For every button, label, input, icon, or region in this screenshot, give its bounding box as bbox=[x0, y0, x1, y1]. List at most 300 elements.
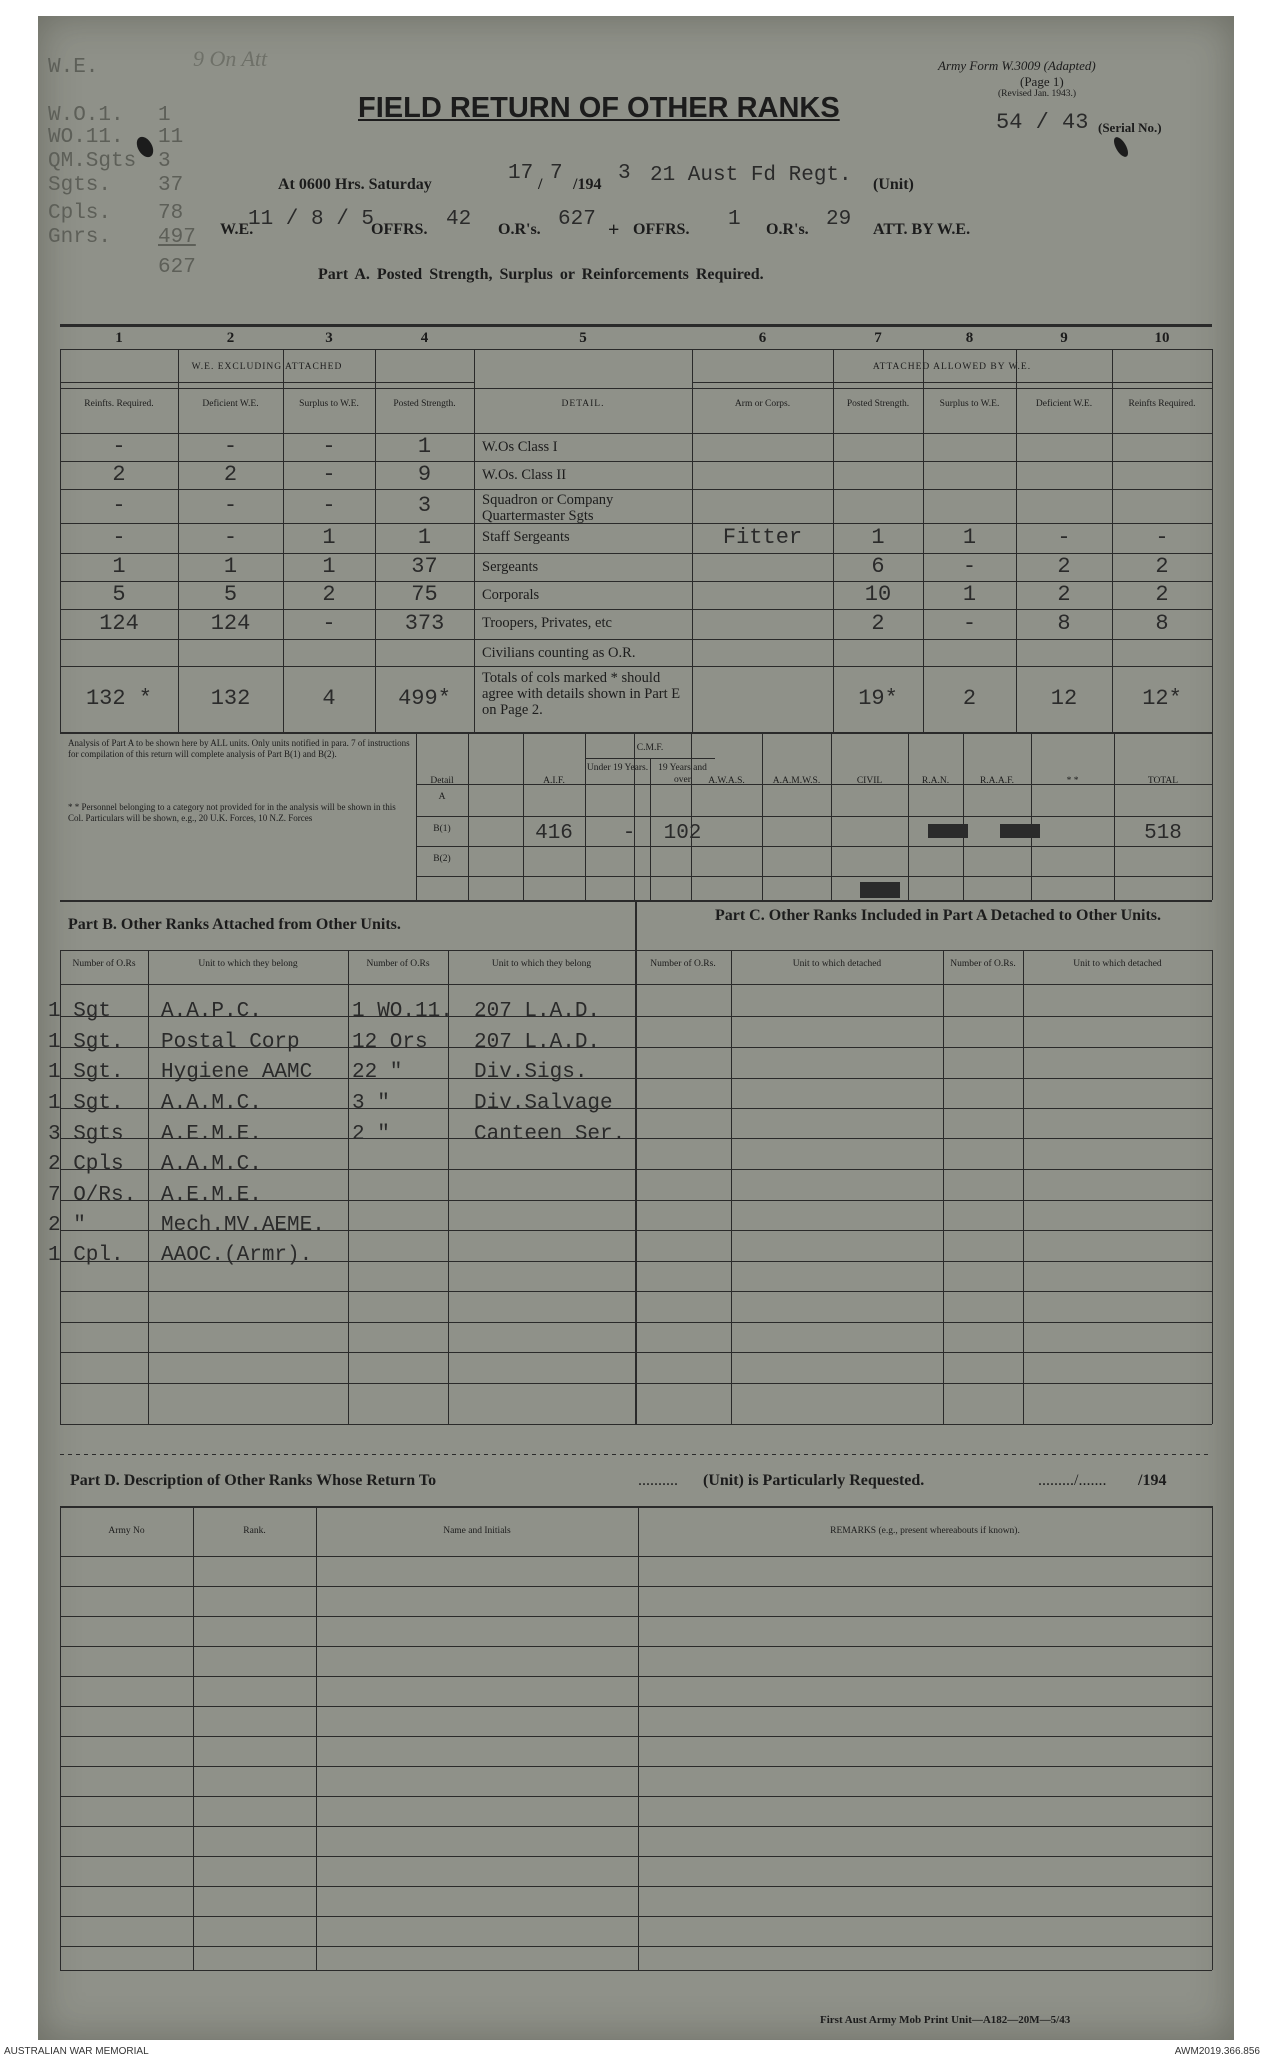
part-a-title: Part A. Posted Strength, Surplus or Reinforcements Required. bbox=[318, 266, 764, 283]
dashed-rule bbox=[356, 1454, 360, 1455]
dashed-rule bbox=[508, 1454, 512, 1455]
h-rule bbox=[60, 1556, 1212, 1557]
dashed-rule bbox=[1140, 1454, 1144, 1455]
h-rule bbox=[60, 1616, 1212, 1617]
part-a-value: 1 bbox=[223, 554, 238, 579]
v-rule bbox=[523, 732, 524, 900]
part-a-value: - bbox=[112, 525, 126, 550]
part-a-value: - bbox=[962, 554, 977, 579]
dashed-rule bbox=[588, 1454, 592, 1455]
part-a-value: - bbox=[112, 493, 126, 518]
dashed-rule bbox=[1108, 1454, 1112, 1455]
cmf-label: C.M.F. bbox=[636, 743, 664, 753]
dashed-rule bbox=[436, 1454, 440, 1455]
part-bc-header: Number of O.Rs. bbox=[950, 959, 1016, 969]
dashed-rule bbox=[876, 1454, 880, 1455]
dashed-rule bbox=[316, 1454, 320, 1455]
sub-header: Surplus to W.E. bbox=[299, 399, 359, 409]
serial-label: (Serial No.) bbox=[1098, 120, 1162, 135]
dashed-rule bbox=[828, 1454, 832, 1455]
analysis-total-value: 518 bbox=[1144, 822, 1182, 845]
h-rule bbox=[60, 1736, 1212, 1737]
analysis-row-label: B(2) bbox=[433, 854, 451, 864]
part-a-detail: Staff Sergeants bbox=[482, 529, 570, 545]
analysis-under19-value: - bbox=[622, 822, 636, 845]
h-rule bbox=[60, 382, 474, 383]
h-rule bbox=[60, 349, 1212, 350]
date-year-prefix: /194 bbox=[573, 176, 602, 193]
column-number: 6 bbox=[758, 330, 767, 346]
dashed-rule bbox=[708, 1454, 712, 1455]
part-a-value: - bbox=[322, 434, 336, 459]
part-a-detail: W.Os. Class II bbox=[482, 467, 567, 483]
dashed-rule bbox=[292, 1454, 296, 1455]
part-b-number: 22 " bbox=[352, 1061, 403, 1084]
dashed-rule bbox=[268, 1454, 272, 1455]
h-rule bbox=[692, 382, 1212, 383]
column-number: 7 bbox=[874, 330, 882, 346]
dashed-rule bbox=[228, 1454, 232, 1455]
part-a-value: - bbox=[322, 611, 336, 636]
part-a-value: 75 bbox=[411, 582, 438, 607]
v-rule bbox=[193, 1506, 194, 1970]
h-rule bbox=[60, 1766, 1212, 1767]
part-b-unit: A.E.M.E. bbox=[161, 1184, 262, 1207]
v-rule bbox=[638, 1506, 639, 1970]
v-rule bbox=[1212, 1506, 1213, 1970]
dashed-rule bbox=[1148, 1454, 1152, 1455]
attached-header: ATTACHED ALLOWED BY W.E. bbox=[872, 362, 1032, 372]
dashed-rule bbox=[1204, 1454, 1208, 1455]
h-rule bbox=[60, 1291, 1212, 1292]
part-b-unit: 207 L.A.D. bbox=[474, 1000, 601, 1023]
hole-punch-left bbox=[133, 134, 156, 160]
dashed-rule bbox=[1156, 1454, 1160, 1455]
sub-header: Posted Strength. bbox=[846, 399, 910, 409]
h-rule bbox=[60, 1352, 1212, 1353]
dashed-rule bbox=[164, 1454, 168, 1455]
sub-header: Deficient W.E. bbox=[202, 399, 259, 409]
part-a-value: - bbox=[223, 525, 238, 550]
dashed-rule bbox=[676, 1454, 680, 1455]
dashed-rule bbox=[700, 1454, 704, 1455]
part-b-unit: Canteen Ser. bbox=[474, 1123, 626, 1146]
part-a-value: 2 bbox=[112, 462, 126, 487]
archive-caption: AUSTRALIAN WAR MEMORIAL bbox=[4, 2046, 149, 2057]
dashed-rule bbox=[868, 1454, 872, 1455]
dashed-rule bbox=[924, 1454, 928, 1455]
part-a-value: 10 bbox=[864, 582, 892, 607]
h-rule bbox=[60, 984, 1212, 985]
part-a-value: 1 bbox=[322, 554, 336, 579]
att-label: ATT. BY W.E. bbox=[873, 221, 971, 238]
part-a-value: 1 bbox=[417, 434, 432, 459]
dashed-rule bbox=[692, 1454, 696, 1455]
part-b-unit: AAOC.(Armr). bbox=[161, 1244, 313, 1267]
h-rule bbox=[60, 324, 1212, 327]
part-a-detail: Sergeants bbox=[482, 559, 539, 575]
dashed-rule bbox=[492, 1454, 496, 1455]
dashed-rule bbox=[612, 1454, 616, 1455]
part-a-value: 124 bbox=[210, 611, 251, 636]
dashed-rule bbox=[1092, 1454, 1096, 1455]
printer-line: First Aust Army Mob Print Unit—A182—20M—5/43 bbox=[820, 2014, 1071, 2026]
v-rule bbox=[468, 732, 469, 900]
part-a-value: 4 bbox=[322, 686, 336, 711]
dashed-rule bbox=[556, 1454, 560, 1455]
revised-date: (Revised Jan. 1943.) bbox=[998, 89, 1077, 99]
att-ors-label: O.R's. bbox=[766, 221, 809, 238]
date-month: 7 bbox=[550, 162, 563, 185]
margin-label: W.E. bbox=[48, 56, 99, 79]
part-a-value: 2 bbox=[1057, 582, 1071, 607]
v-rule bbox=[1212, 732, 1213, 900]
dashed-rule bbox=[1036, 1454, 1040, 1455]
part-bc-header: Number of O.Rs. bbox=[650, 959, 716, 969]
part-a-value: 5 bbox=[223, 582, 238, 607]
dashed-rule bbox=[948, 1454, 952, 1455]
part-b-unit: 207 L.A.D. bbox=[474, 1031, 601, 1054]
v-rule bbox=[1114, 732, 1115, 900]
part-b-number: 7 O/Rs. bbox=[48, 1184, 137, 1207]
part-a-value: 5 bbox=[112, 582, 126, 607]
h-rule bbox=[60, 1826, 1212, 1827]
dashed-rule bbox=[196, 1454, 200, 1455]
part-a-value: 2 bbox=[1155, 582, 1169, 607]
part-a-value: - bbox=[962, 611, 977, 636]
dashed-rule bbox=[572, 1454, 576, 1455]
part-b-unit: Div.Salvage bbox=[474, 1092, 613, 1115]
part-bc-header: Unit to which detached bbox=[1073, 959, 1162, 969]
we-header: W.E. EXCLUDING ATTACHED bbox=[191, 362, 343, 372]
dashed-rule bbox=[76, 1454, 80, 1455]
margin-label: W.O.1. bbox=[48, 104, 124, 127]
part-a-value: 2 bbox=[223, 462, 238, 487]
dashed-rule bbox=[204, 1454, 208, 1455]
h-rule bbox=[60, 1856, 1212, 1857]
we-label: W.E. bbox=[220, 221, 254, 238]
dashed-rule bbox=[820, 1454, 824, 1455]
h-rule bbox=[60, 1706, 1212, 1707]
dashed-rule bbox=[140, 1454, 144, 1455]
dashed-rule bbox=[932, 1454, 936, 1455]
analysis-row-label: A bbox=[438, 792, 446, 802]
part-b-number: 3 Sgts bbox=[48, 1123, 124, 1146]
part-bc-header: Number of O.Rs bbox=[366, 959, 430, 969]
dashed-rule bbox=[212, 1454, 216, 1455]
part-a-value: 1 bbox=[962, 525, 977, 550]
dashed-rule bbox=[1028, 1454, 1032, 1455]
part-d-title: Part D. Description of Other Ranks Whose Return To bbox=[70, 1472, 437, 1489]
dashed-rule bbox=[620, 1454, 624, 1455]
serial-number: 54 / 43 bbox=[996, 110, 1089, 135]
part-a-value: - bbox=[1057, 525, 1071, 550]
analysis-detail-label: Detail bbox=[430, 776, 454, 786]
dashed-rule bbox=[684, 1454, 688, 1455]
part-a-value: 132 bbox=[210, 686, 251, 711]
dashed-rule bbox=[1188, 1454, 1192, 1455]
part-b-number: 1 Sgt. bbox=[48, 1061, 124, 1084]
margin-value: 1 bbox=[158, 104, 171, 127]
att-ors-value: 29 bbox=[826, 208, 852, 231]
part-b-number: 1 WO.11. bbox=[352, 1000, 453, 1023]
analysis-over19-value: 102 bbox=[663, 822, 702, 845]
v-rule bbox=[60, 1506, 61, 1970]
h-rule bbox=[60, 639, 1212, 640]
part-b-number: 1 Sgt. bbox=[48, 1031, 124, 1054]
ors-value: 627 bbox=[558, 208, 596, 231]
part-b-unit: A.A.P.C. bbox=[161, 1000, 262, 1023]
dashed-rule bbox=[324, 1454, 328, 1455]
date-day: 17 bbox=[508, 162, 534, 185]
over19-label: 19 Years and over bbox=[658, 763, 707, 785]
dashed-rule bbox=[84, 1454, 88, 1455]
dashed-rule bbox=[956, 1454, 960, 1455]
unit-name: 21 Aust Fd Regt. bbox=[650, 164, 852, 187]
dashed-rule bbox=[796, 1454, 800, 1455]
dashed-rule bbox=[1060, 1454, 1064, 1455]
analysis-col-aamws: A.A.M.W.S. bbox=[772, 776, 821, 786]
part-b-number: 12 Ors bbox=[352, 1031, 428, 1054]
part-a-value: 12 bbox=[1050, 686, 1078, 711]
part-b-unit: Div.Sigs. bbox=[474, 1061, 588, 1084]
part-b-number: 2 Cpls bbox=[48, 1153, 124, 1176]
dashed-rule bbox=[220, 1454, 224, 1455]
dashed-rule bbox=[92, 1454, 96, 1455]
dashed-rule bbox=[860, 1454, 864, 1455]
offrs-label: OFFRS. bbox=[371, 221, 428, 238]
v-rule bbox=[963, 732, 964, 900]
dashed-rule bbox=[972, 1454, 976, 1455]
part-b-number: 1 Sgt. bbox=[48, 1092, 124, 1115]
part-bc-header: Unit to which they belong bbox=[198, 959, 298, 969]
dashed-rule bbox=[172, 1454, 176, 1455]
part-a-value: 2 bbox=[871, 611, 885, 636]
margin-value: 627 bbox=[158, 256, 196, 279]
analysis-row-label: B(1) bbox=[433, 824, 451, 834]
sub-header: Arm or Corps. bbox=[734, 399, 791, 409]
dashed-rule bbox=[500, 1454, 504, 1455]
dashed-rule bbox=[340, 1454, 344, 1455]
analysis-col-stars: * * bbox=[1066, 776, 1079, 786]
part-a-value: 12* bbox=[1142, 686, 1182, 711]
h-rule bbox=[60, 1946, 1212, 1947]
dashed-rule bbox=[388, 1454, 392, 1455]
part-a-value: 2 bbox=[962, 686, 977, 711]
h-rule bbox=[60, 489, 1212, 490]
v-rule bbox=[762, 732, 763, 900]
dashed-rule bbox=[884, 1454, 888, 1455]
dashed-rule bbox=[1124, 1454, 1128, 1455]
part-b-number: 1 Sgt bbox=[48, 1000, 112, 1023]
sub-header: Deficient W.E. bbox=[1035, 399, 1093, 409]
v-rule bbox=[1212, 349, 1213, 732]
dashed-rule bbox=[1172, 1454, 1176, 1455]
dashed-rule bbox=[1180, 1454, 1184, 1455]
dashed-rule bbox=[780, 1454, 784, 1455]
part-b-number: 2 " bbox=[48, 1214, 86, 1237]
sub-header: Surplus to W.E. bbox=[939, 399, 1000, 409]
dashed-rule bbox=[460, 1454, 464, 1455]
part-d-title-2: (Unit) is Particularly Requested. bbox=[703, 1472, 925, 1489]
part-a-detail: Totals of cols marked * should agree with details shown in Part E on Page 2. bbox=[482, 670, 681, 718]
h-rule bbox=[60, 1506, 1212, 1508]
part-a-value: 1 bbox=[112, 554, 126, 579]
dashed-rule bbox=[668, 1454, 672, 1455]
v-rule bbox=[831, 732, 832, 900]
dashed-rule bbox=[404, 1454, 408, 1455]
sub-header: Reinfts Required. bbox=[1128, 399, 1196, 409]
dashed-rule bbox=[60, 1454, 64, 1455]
part-a-value: 499* bbox=[398, 686, 451, 711]
page-number: (Page 1) bbox=[1020, 74, 1064, 89]
offrs-value: 42 bbox=[446, 208, 472, 231]
h-rule bbox=[60, 1886, 1212, 1887]
sub-header: Posted Strength. bbox=[393, 399, 456, 409]
sub-header: Reinfts. Required. bbox=[84, 399, 154, 409]
part-a-detail: Squadron or Company Quartermaster Sgts bbox=[482, 492, 614, 524]
part-a-value: - bbox=[1155, 525, 1169, 550]
analysis-col-raaf: R.A.A.F. bbox=[979, 776, 1015, 786]
redaction-mark bbox=[1000, 824, 1040, 838]
redaction-mark bbox=[928, 824, 968, 838]
dashed-rule bbox=[132, 1454, 136, 1455]
dashed-rule bbox=[996, 1454, 1000, 1455]
analysis-col-civil: CIVIL bbox=[856, 776, 883, 786]
part-b-number: 2 " bbox=[352, 1123, 390, 1146]
form-sheet: 9 On Att W.E. W.O.1. 1 WO.11. 11 QM.Sgts 3 Sgts. 37 Cpls. 78 Gnrs. 497 627 Army Form W.3009 (Adapted) (Page 1) (Revised Jan. 1943.) 54 / 43 (Serial No.) FIELD RETURN OF OTHER RANKS At 0600 Hrs. Saturday 17 / 7 /194 3 21 Aust Fd Regt. (Unit) W.E. 11 / 8 / 5 OFFRS. 42 O.R's. 627 + OFFRS. 1 O.R's. 29 ATT. BY W.E. Part A. Posted Strength, Surplus or Reinforcements Required. 1 2 3 4 5 6 7 8 9 10 W.E. EXCLUDING ATTACHED ATTACHED ALLOWED BY W.E. DETAIL. Reinfts. Required. Deficient W.E. Surplus to W.E. Posted Strength. Arm or Corps. Posted Strength. Surplus to W.E. Deficient W.E. Reinfts Required. - - - 1 W.Os Class I 2 2 - 9 W.Os. Class II - - - 3 Squadron or Company Quartermaster Sgts - - 1 1 Fitter 1 1 - - Staff Sergeants 1 1 1 37 6 - 2 2 Sergeants 5 5 2 75 10 1 2 2 Corporals 124 124 - 373 2 - 8 8 Troopers, Privates, etc Civilians counting as O.R. 132 * 132 4 499* 19* 2 12 12* Totals of cols marked * should agree with details shown in Part E on Page 2. Analysis of Part A to be shown here by ALL units. Only units notified in para. 7 of instructions for compilation of this return will complete analysis of Part B(1) and B(2). * * Personnel belonging to a category not provided for in the analysis will be shown in this Col. Particulars will be shown, e.g., 20 U.K. Forces, 10 N.Z. Forces Detail A.I.F. C.M.F. Under 19 Years. 19 Years and over A.W.A.S. A.A.M.W.S. CIVIL R.A.N. R.A.A.F. * * TOTAL A B(1) B(2) 416 - 102 518 Part B. Other Ranks Attached from Other Units. Part C. Other Ranks Included in Part A Detached to Other Units. Number of O.Rs Unit to which they belong Number of O.Rs Unit to which they belong Number of O.Rs. Unit to which detached Number of O.Rs. Unit to which detached 1 Sgt A.A.P.C. 1 Sgt. Postal Corp 1 Sgt. Hygiene AAMC 1 Sgt. A.A.M.C. 3 Sgts A.E.M.E. 2 Cpls A.A.M.C. 7 O/Rs. A.E.M.E. 2 " Mech.MV.AEME. 1 Cpl. AAOC.(Armr). 1 WO.11. 207 L.A.D. 12 Ors 207 L.A.D. 22 " Div.Sigs. 3 " Div.Salvage 2 " Canteen Ser. Part D. Description of Other Ranks Whose Return To .......... (Unit) is Particularly Requested. ........./....... /194 Army No Rank. Name and Initials REMARKS (e.g., present whereabouts if known). First Aust Army Mob Print Unit—A182—20M—5/43 bbox=[38, 16, 1234, 2040]
column-number: 9 bbox=[1060, 330, 1068, 346]
column-number: 4 bbox=[420, 330, 429, 346]
h-rule bbox=[60, 666, 1212, 667]
dashed-rule bbox=[396, 1454, 400, 1455]
margin-value: 3 bbox=[158, 150, 171, 173]
dashed-rule bbox=[412, 1454, 416, 1455]
h-rule bbox=[60, 1383, 1212, 1384]
ors-label: O.R's. bbox=[498, 221, 541, 238]
part-a-value: 1 bbox=[871, 525, 885, 550]
dashed-rule bbox=[516, 1454, 520, 1455]
att-offrs-label: OFFRS. bbox=[633, 221, 690, 238]
dashed-rule bbox=[236, 1454, 240, 1455]
part-a-value: 1 bbox=[962, 582, 977, 607]
dashed-rule bbox=[1164, 1454, 1168, 1455]
part-d-col-header: Rank. bbox=[243, 1526, 266, 1536]
part-d-date: /194 bbox=[1138, 1472, 1167, 1489]
part-b-title: Part B. Other Ranks Attached from Other Units. bbox=[68, 916, 401, 933]
margin-value: 37 bbox=[158, 174, 184, 197]
part-a-detail: Troopers, Privates, etc bbox=[482, 615, 612, 631]
dashed-rule bbox=[564, 1454, 568, 1455]
dashed-rule bbox=[68, 1454, 72, 1455]
dashed-rule bbox=[660, 1454, 664, 1455]
part-a-value: 3 bbox=[417, 493, 432, 518]
dashed-rule bbox=[540, 1454, 544, 1455]
dashed-rule bbox=[100, 1454, 104, 1455]
dashed-rule bbox=[524, 1454, 528, 1455]
h-rule bbox=[416, 846, 1212, 847]
dashed-rule bbox=[276, 1454, 280, 1455]
margin-value: 497 bbox=[158, 226, 196, 249]
dashed-rule bbox=[116, 1454, 120, 1455]
dashed-rule bbox=[468, 1454, 472, 1455]
part-a-detail: Corporals bbox=[482, 587, 540, 603]
h-rule bbox=[60, 388, 1212, 389]
h-rule bbox=[60, 1646, 1212, 1647]
dashed-rule bbox=[1004, 1454, 1008, 1455]
analysis-col-total: TOTAL bbox=[1147, 776, 1179, 786]
dashed-rule bbox=[844, 1454, 848, 1455]
dashed-rule bbox=[1076, 1454, 1080, 1455]
dashed-rule bbox=[724, 1454, 728, 1455]
column-number: 1 bbox=[115, 330, 123, 346]
column-number: 3 bbox=[325, 330, 333, 346]
column-number: 5 bbox=[579, 330, 587, 346]
at-line: At 0600 Hrs. Saturday bbox=[278, 176, 432, 193]
dashed-rule bbox=[428, 1454, 432, 1455]
page-title: FIELD RETURN OF OTHER RANKS bbox=[358, 92, 840, 124]
part-a-value: 6 bbox=[871, 554, 885, 579]
part-a-value: - bbox=[112, 434, 126, 459]
dashed-rule bbox=[788, 1454, 792, 1455]
part-b-unit: Mech.MV.AEME. bbox=[161, 1214, 325, 1237]
we-values: 11 / 8 / 5 bbox=[248, 208, 375, 231]
dashed-rule bbox=[804, 1454, 808, 1455]
army-form-number: Army Form W.3009 (Adapted) bbox=[938, 58, 1096, 73]
h-rule bbox=[60, 1970, 1212, 1971]
part-b-number: 1 Cpl. bbox=[48, 1244, 124, 1267]
part-a-value: - bbox=[223, 434, 238, 459]
dashed-rule bbox=[348, 1454, 352, 1455]
dashed-rule bbox=[852, 1454, 856, 1455]
dashed-rule bbox=[364, 1454, 368, 1455]
aif-label: A.I.F. bbox=[543, 776, 565, 786]
h-rule bbox=[60, 1322, 1212, 1323]
dashed-rule bbox=[420, 1454, 424, 1455]
part-d-blank: .......... bbox=[638, 1472, 678, 1489]
part-a-value: 1 bbox=[417, 525, 432, 550]
dashed-rule bbox=[148, 1454, 152, 1455]
dashed-rule bbox=[764, 1454, 768, 1455]
h-rule bbox=[60, 1916, 1212, 1917]
h-rule bbox=[60, 1676, 1212, 1677]
dashed-rule bbox=[940, 1454, 944, 1455]
hole-punch-right bbox=[1111, 135, 1131, 159]
h-rule bbox=[60, 1424, 1212, 1425]
redaction-mark bbox=[860, 882, 900, 898]
h-rule bbox=[416, 876, 1212, 877]
h-rule bbox=[635, 950, 1212, 951]
part-a-value: 124 bbox=[99, 611, 139, 636]
dashed-rule bbox=[156, 1454, 160, 1455]
dashed-rule bbox=[980, 1454, 984, 1455]
dashed-rule bbox=[772, 1454, 776, 1455]
dashed-rule bbox=[604, 1454, 608, 1455]
h-rule bbox=[416, 816, 1212, 817]
dashed-rule bbox=[916, 1454, 920, 1455]
dashed-rule bbox=[964, 1454, 968, 1455]
plus-sign: + bbox=[608, 219, 620, 241]
dashed-rule bbox=[1132, 1454, 1136, 1455]
part-a-value: 373 bbox=[404, 611, 445, 636]
dashed-rule bbox=[908, 1454, 912, 1455]
dashed-rule bbox=[812, 1454, 816, 1455]
margin-label: Gnrs. bbox=[48, 226, 112, 249]
dashed-rule bbox=[548, 1454, 552, 1455]
dashed-rule bbox=[1044, 1454, 1048, 1455]
part-a-value: - bbox=[223, 493, 238, 518]
part-d-col-header: REMARKS (e.g., present whereabouts if known). bbox=[830, 1526, 1020, 1536]
